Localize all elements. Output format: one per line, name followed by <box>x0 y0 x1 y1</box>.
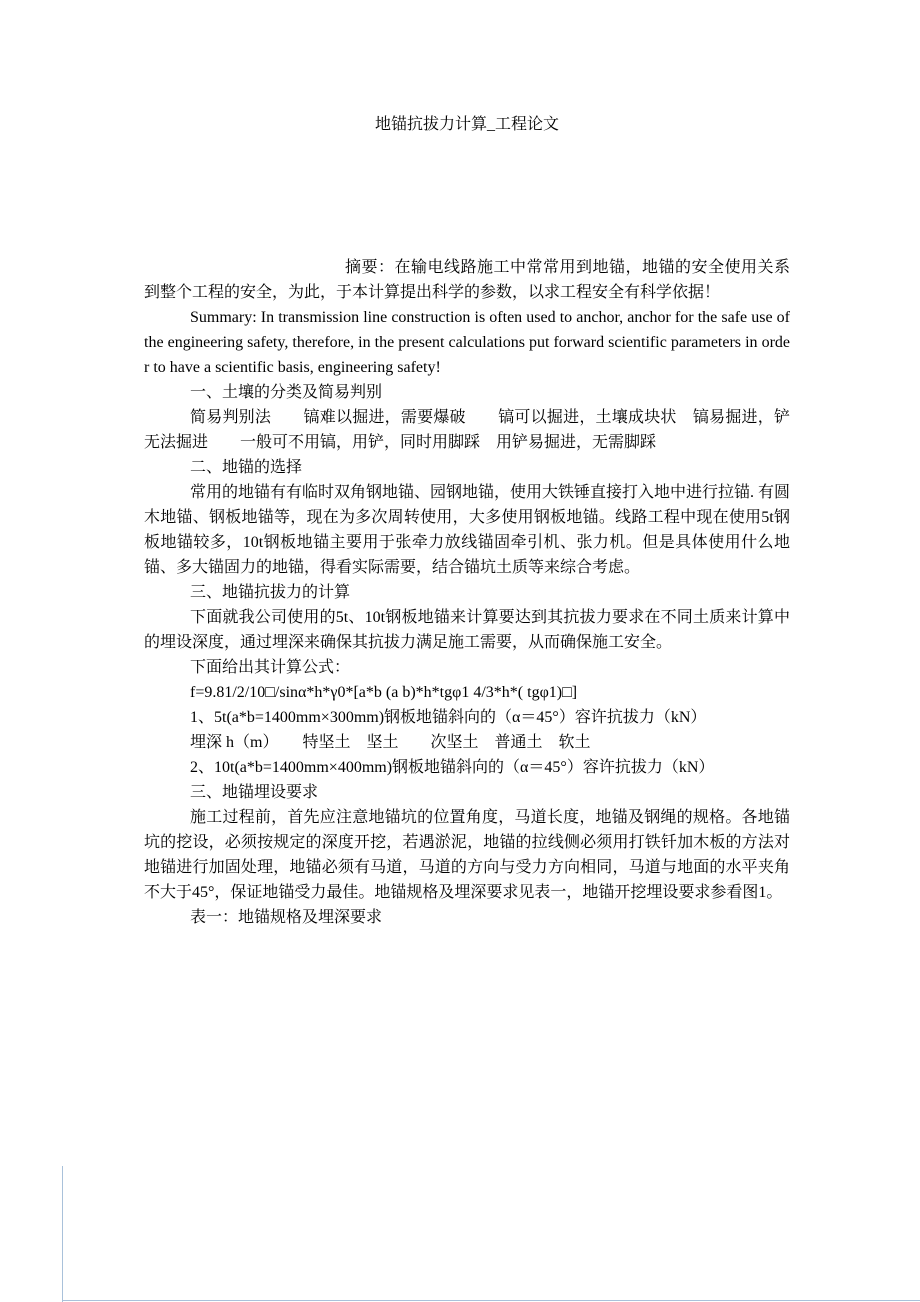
page-edge-line-horizontal <box>62 1300 920 1301</box>
anchor-selection-paragraph: 常用的地锚有有临时双角钢地锚、园钢地锚，使用大铁锤直接打入地中进行拉锚. 有圆木地锚、钢板地锚等，现在为多次周转使用，大多使用钢板地锚。线路工程中现在使用5t钢板地锚较多，10t钢板地锚主要用于张牵力放线锚固牵引机、张力机。但是具体使用什么地锚、多大锚固力的地锚，得看实际需要，结合锚坑土质等来综合考虑。 <box>144 484 791 576</box>
item-5t-anchor: 1、5t(a*b=1400mm×300mm)钢板地锚斜向的（α＝45°）容许抗拔力（kN） <box>190 709 707 726</box>
abstract-english: Summary: In transmission line construction is often used to anchor, anchor for the safe use of the engineering safety, therefore, in the present calculations put forward scientific parameters in order to have a scientific basis, engineering safety! <box>144 309 790 376</box>
heading-soil-classification: 一、土壤的分类及简易判别 <box>190 384 383 401</box>
page-title: 地锚抗拔力计算_工程论文 <box>374 116 559 133</box>
formula-lead-line: 下面给出其计算公式： <box>190 659 351 676</box>
depth-table-header-line: 埋深 h（m） 特坚土 坚土 次坚土 普通土 软土 <box>190 734 591 751</box>
calculation-intro-paragraph: 下面就我公司使用的5t、10t钢板地锚来计算要达到其抗拔力要求在不同土质来计算中的埋设深度，通过埋深来确保其抗拔力满足施工需要，从而确保施工安全。 <box>144 609 790 651</box>
burial-requirements-paragraph: 施工过程前，首先应注意地锚坑的位置角度，马道长度，地锚及钢绳的规格。各地锚坑的挖设，必须按规定的深度开挖，若遇淤泥，地锚的拉线侧必须用打铁钎加木板的方法对地锚进行加固处理，地锚必须有马道，马道的方向与受力方向相同，马道与地面的水平夹角不大于45°，保证地锚受力最佳。地锚规格及埋深要求见表一，地锚开挖埋设要求参看图1。 <box>144 809 790 901</box>
document-content <box>144 112 790 930</box>
table-one-caption: 表一：地锚规格及埋深要求 <box>190 909 383 926</box>
soil-criteria-paragraph: 简易判别法 镐难以掘进，需要爆破 镐可以掘进，土壤成块状 镐易掘进，铲无法掘进 一般可不用镐，用铲，同时用脚踩 用铲易掘进，无需脚踩 <box>144 409 790 451</box>
abstract-chinese: 摘要：在输电线路施工中常常用到地锚，地锚的安全使用关系到整个工程的安全，为此，于本计算提出科学的参数，以求工程安全有科学依据！ <box>144 259 790 301</box>
item-10t-anchor: 2、10t(a*b=1400mm×400mm)钢板地锚斜向的（α＝45°）容许抗拔力（kN） <box>190 759 715 776</box>
heading-burial-requirements: 三、地锚埋设要求 <box>190 784 319 801</box>
heading-pullout-calculation: 三、地锚抗拔力的计算 <box>190 584 351 601</box>
formula-line: f=9.81/2/10□/sinα*h*γ0*[a*b (a b)*h*tgφ1 4/3*h*( tgφ1)□] <box>190 684 578 701</box>
page-edge-line-vertical <box>62 1166 63 1302</box>
heading-anchor-selection: 二、地锚的选择 <box>190 459 303 476</box>
